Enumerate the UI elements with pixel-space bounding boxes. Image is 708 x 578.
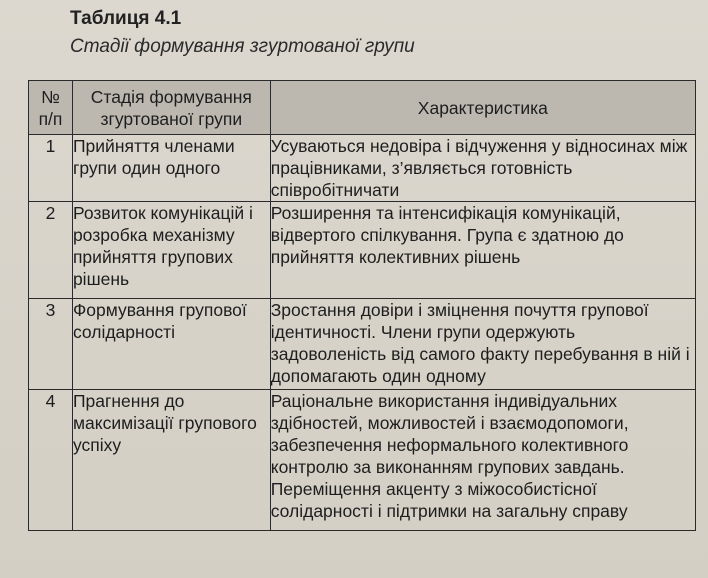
row-description: Розширення та інтенсифікація комунікацій, відвертого спілкування. Група є здатною до прийняття колективних рішень — [270, 202, 695, 299]
row-num: 4 — [29, 390, 73, 531]
table-header-row — [29, 81, 696, 135]
table-caption: Таблиця 4.1 — [70, 8, 182, 29]
stages-table — [28, 80, 696, 531]
table-row — [29, 202, 696, 299]
table-row — [29, 299, 696, 390]
row-num: 1 — [29, 135, 73, 202]
table-row — [29, 135, 696, 202]
row-stage: Прагнення до максимізації групового успіху — [72, 390, 270, 531]
row-description: Усуваються недовіра і відчуження у відносинах між працівниками, з’являється готовність співробітничати — [270, 135, 695, 202]
row-num: 3 — [29, 299, 73, 390]
row-num: 2 — [29, 202, 73, 299]
row-stage: Прийняття членами групи один одного — [72, 135, 270, 202]
row-description: Зростання довіри і зміцнення почуття групової ідентичності. Члени групи одержують задоволеність від самого факту перебування в ній і допомагають один одному — [270, 299, 695, 390]
row-stage: Формування групової солідарності — [72, 299, 270, 390]
row-stage: Розвиток комунікацій і розробка механізму прийняття групових рішень — [72, 202, 270, 299]
header-description: Характеристика — [270, 81, 695, 135]
table-row — [29, 390, 696, 531]
header-num: № п/п — [29, 81, 73, 135]
row-description: Раціональне використання індивідуальних здібностей, можливостей і взаємодопомоги, забезпечення неформального колективного контролю за виконанням групових завдань. Переміщення акценту з міжособистісної солідарності і підтримки на загальну справу — [270, 390, 695, 531]
header-stage: Стадія формування згуртованої групи — [72, 81, 270, 135]
table-subtitle: Стадії формування згуртованої групи — [70, 36, 415, 57]
